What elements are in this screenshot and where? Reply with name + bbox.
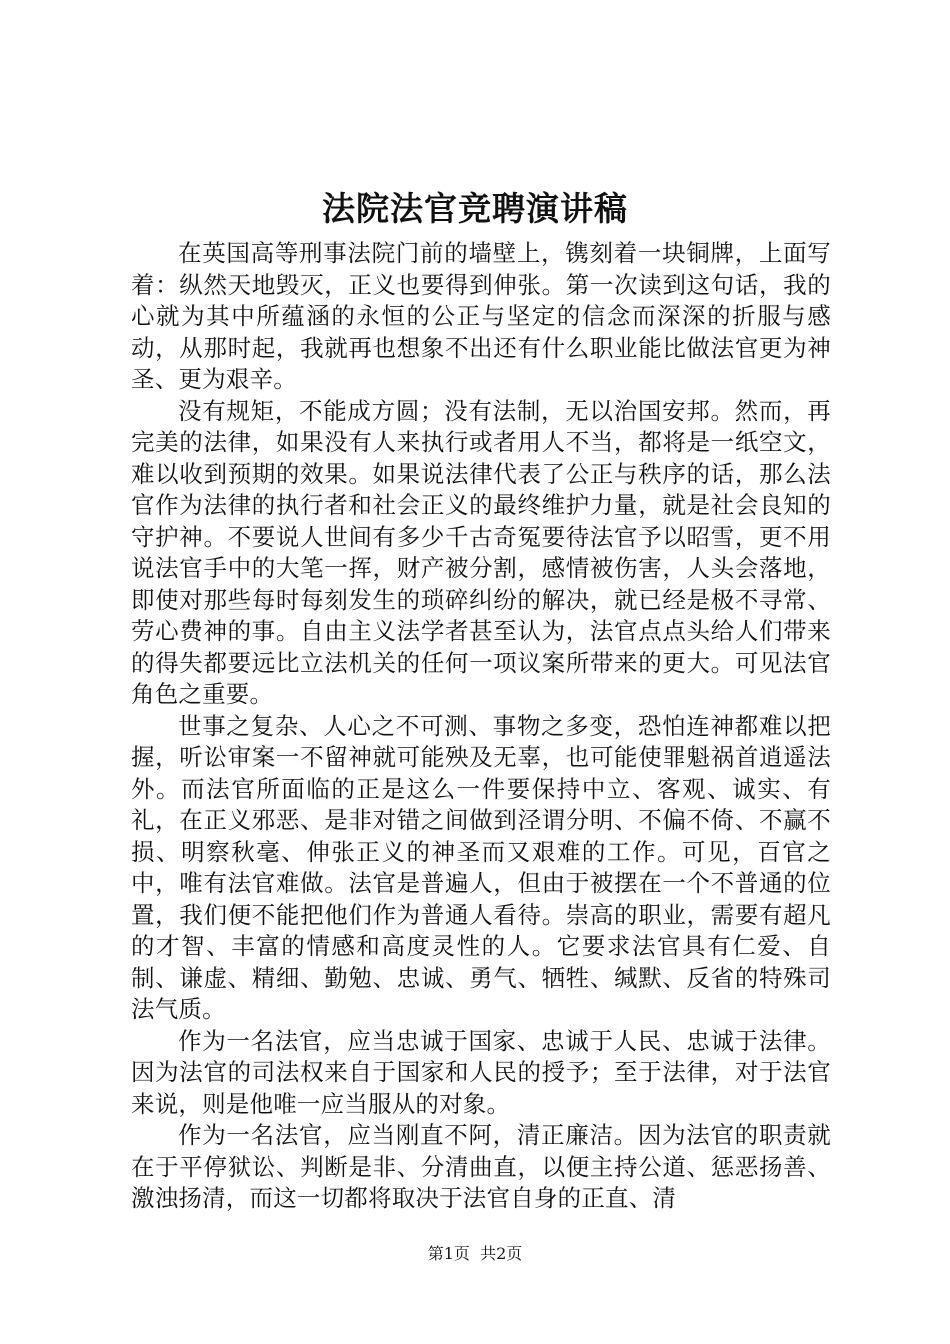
paragraph: 作为一名法官，应当忠诚于国家、忠诚于人民、忠诚于法律。因为法官的司法权来自于国家和人民的授予；至于法律，对于法官来说，则是他唯一应当服从的对象。: [131, 1026, 831, 1118]
paragraph: 世事之复杂、人心之不可测、事物之多变，恐怕连神都难以把握，听讼审案一不留神就可能殃及无辜，也可能使罪魁祸首逍遥法外。而法官所面临的正是这么一件要保持中立、客观、诚实、有礼，在正义邪恶、是非对错之间做到泾谓分明、不偏不倚、不赢不损、明察秋毫、伸张正义的神圣而又艰难的工作。可见，百官之中，唯有法官难做。法官是普遍人，但由于被摆在一个不普通的位置，我们便不能把他们作为普通人看待。崇高的职业，需要有超凡的才智、丰富的情感和高度灵性的人。它要求法官具有仁爱、自制、谦虚、精细、勤勉、忠诚、勇气、牺牲、缄默、反省的特殊司法气质。: [131, 711, 831, 1023]
page-number-footer: 第1页 共2页: [427, 1244, 523, 1263]
paragraph: 作为一名法官，应当刚直不阿，清正廉洁。因为法官的职责就在于平停狱讼、判断是非、分清曲直，以便主持公道、惩恶扬善、激浊扬清，而这一切都将取决于法官自身的正直、清: [131, 1121, 831, 1212]
document-title: 法院法官竞聘演讲稿: [322, 189, 628, 228]
paragraph: 在英国高等刑事法院门前的墙壁上，镌刻着一块铜牌，上面写着：纵然天地毁灭，正义也要得到伸张。第一次读到这句话，我的心就为其中所蕴涵的永恒的公正与坚定的信念而深深的折服与感动，从那时起，我就再也想象不出还有什么职业能比做法官更为神圣、更为艰辛。: [131, 239, 831, 393]
document-body: [131, 238, 831, 1215]
paragraph: 没有规矩，不能成方圆；没有法制，无以治国安邦。然而，再完美的法律，如果没有人来执行或者用人不当，都将是一纸空文，难以收到预期的效果。如果说法律代表了公正与秩序的话，那么法官作为法律的执行者和社会正义的最终维护力量，就是社会良知的守护神。不要说人世间有多少千古奇冤要待法官予以昭雪，更不用说法官手中的大笔一挥，财产被分割，感情被伤害，人头会落地，即使对那些每时每刻发生的琐碎纠纷的解决，就已经是极不寻常、劳心费神的事。自由主义法学者甚至认为，法官点点头给人们带来的得失都要远比立法机关的任何一项议案所带来的更大。可见法官角色之重要。: [131, 396, 831, 708]
